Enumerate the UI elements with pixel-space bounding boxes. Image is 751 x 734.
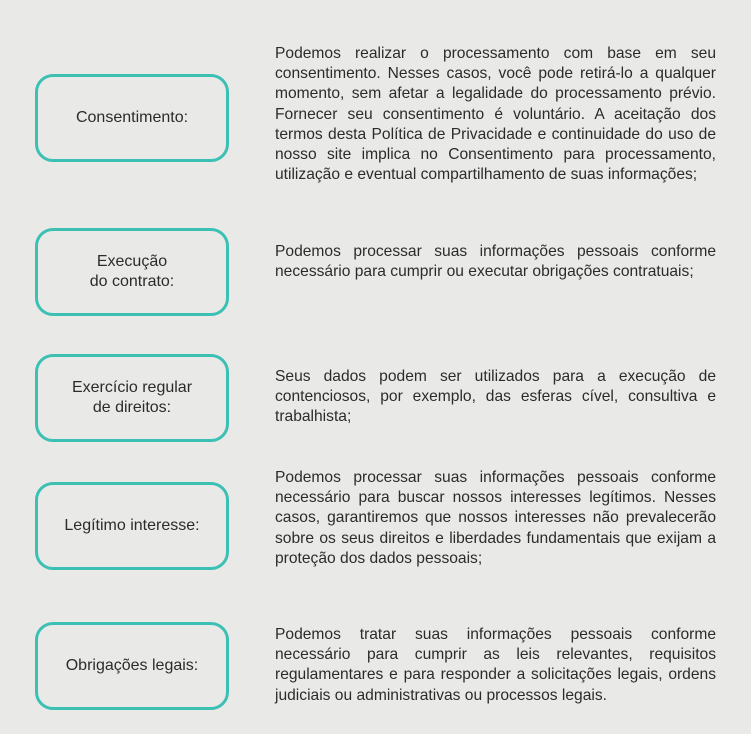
legal-basis-label-text-line1: Execução [96,253,168,270]
legal-basis-label-rights [35,354,229,442]
legal-basis-label-text-line2: de direitos: [92,399,172,416]
legal-basis-description-legal-obligations: Podemos tratar suas informações pessoais conforme necessário para cumprir as leis relevantes, requisitos regulamentares e para responder a solicitações legais, ordens judiciais ou administrativas ou processos legais. [275,626,716,704]
legal-basis-label-text: Obrigações legais: [65,657,199,674]
legal-basis-label-legal-obligations [35,622,229,710]
legal-basis-label-consent [35,74,229,162]
legal-basis-description-contract: Podemos processar suas informações pessoais conforme necessário para cumprir ou executar obrigações contratuais; [275,243,716,281]
legal-basis-description-legitimate-interest: Podemos processar suas informações pessoais conforme necessário para buscar nossos interesses legítimos. Nesses casos, garantiremos que nossos interesses não prevalecerão sobre os seus direitos e liberdades fundamentais que exijam a proteção dos dados pessoais; [275,469,716,567]
legal-basis-label-legitimate-interest [35,482,229,570]
legal-basis-label-text: Legítimo interesse: [64,517,200,534]
legal-basis-label-text-line1: Exercício regular [71,379,193,396]
legal-basis-description-rights: Seus dados podem ser utilizados para a execução de contenciosos, por exemplo, das esferas cível, consultiva e trabalhista; [275,368,716,426]
legal-basis-label-contract [35,228,229,316]
legal-basis-description-consent: Podemos realizar o processamento com base em seu consentimento. Nesses casos, você pode retirá-lo a qualquer momento, sem afetar a legalidade do processamento prévio. Fornecer seu consentimento é voluntário. A aceitação dos termos desta Política de Privacidade e continuidade do uso de nosso site implica no Consentimento para processamento, utilização e eventual compartilhamento de suas informações; [275,45,716,184]
legal-basis-label-text: Consentimento: [75,109,189,126]
legal-basis-label-text-line2: do contrato: [89,273,175,290]
